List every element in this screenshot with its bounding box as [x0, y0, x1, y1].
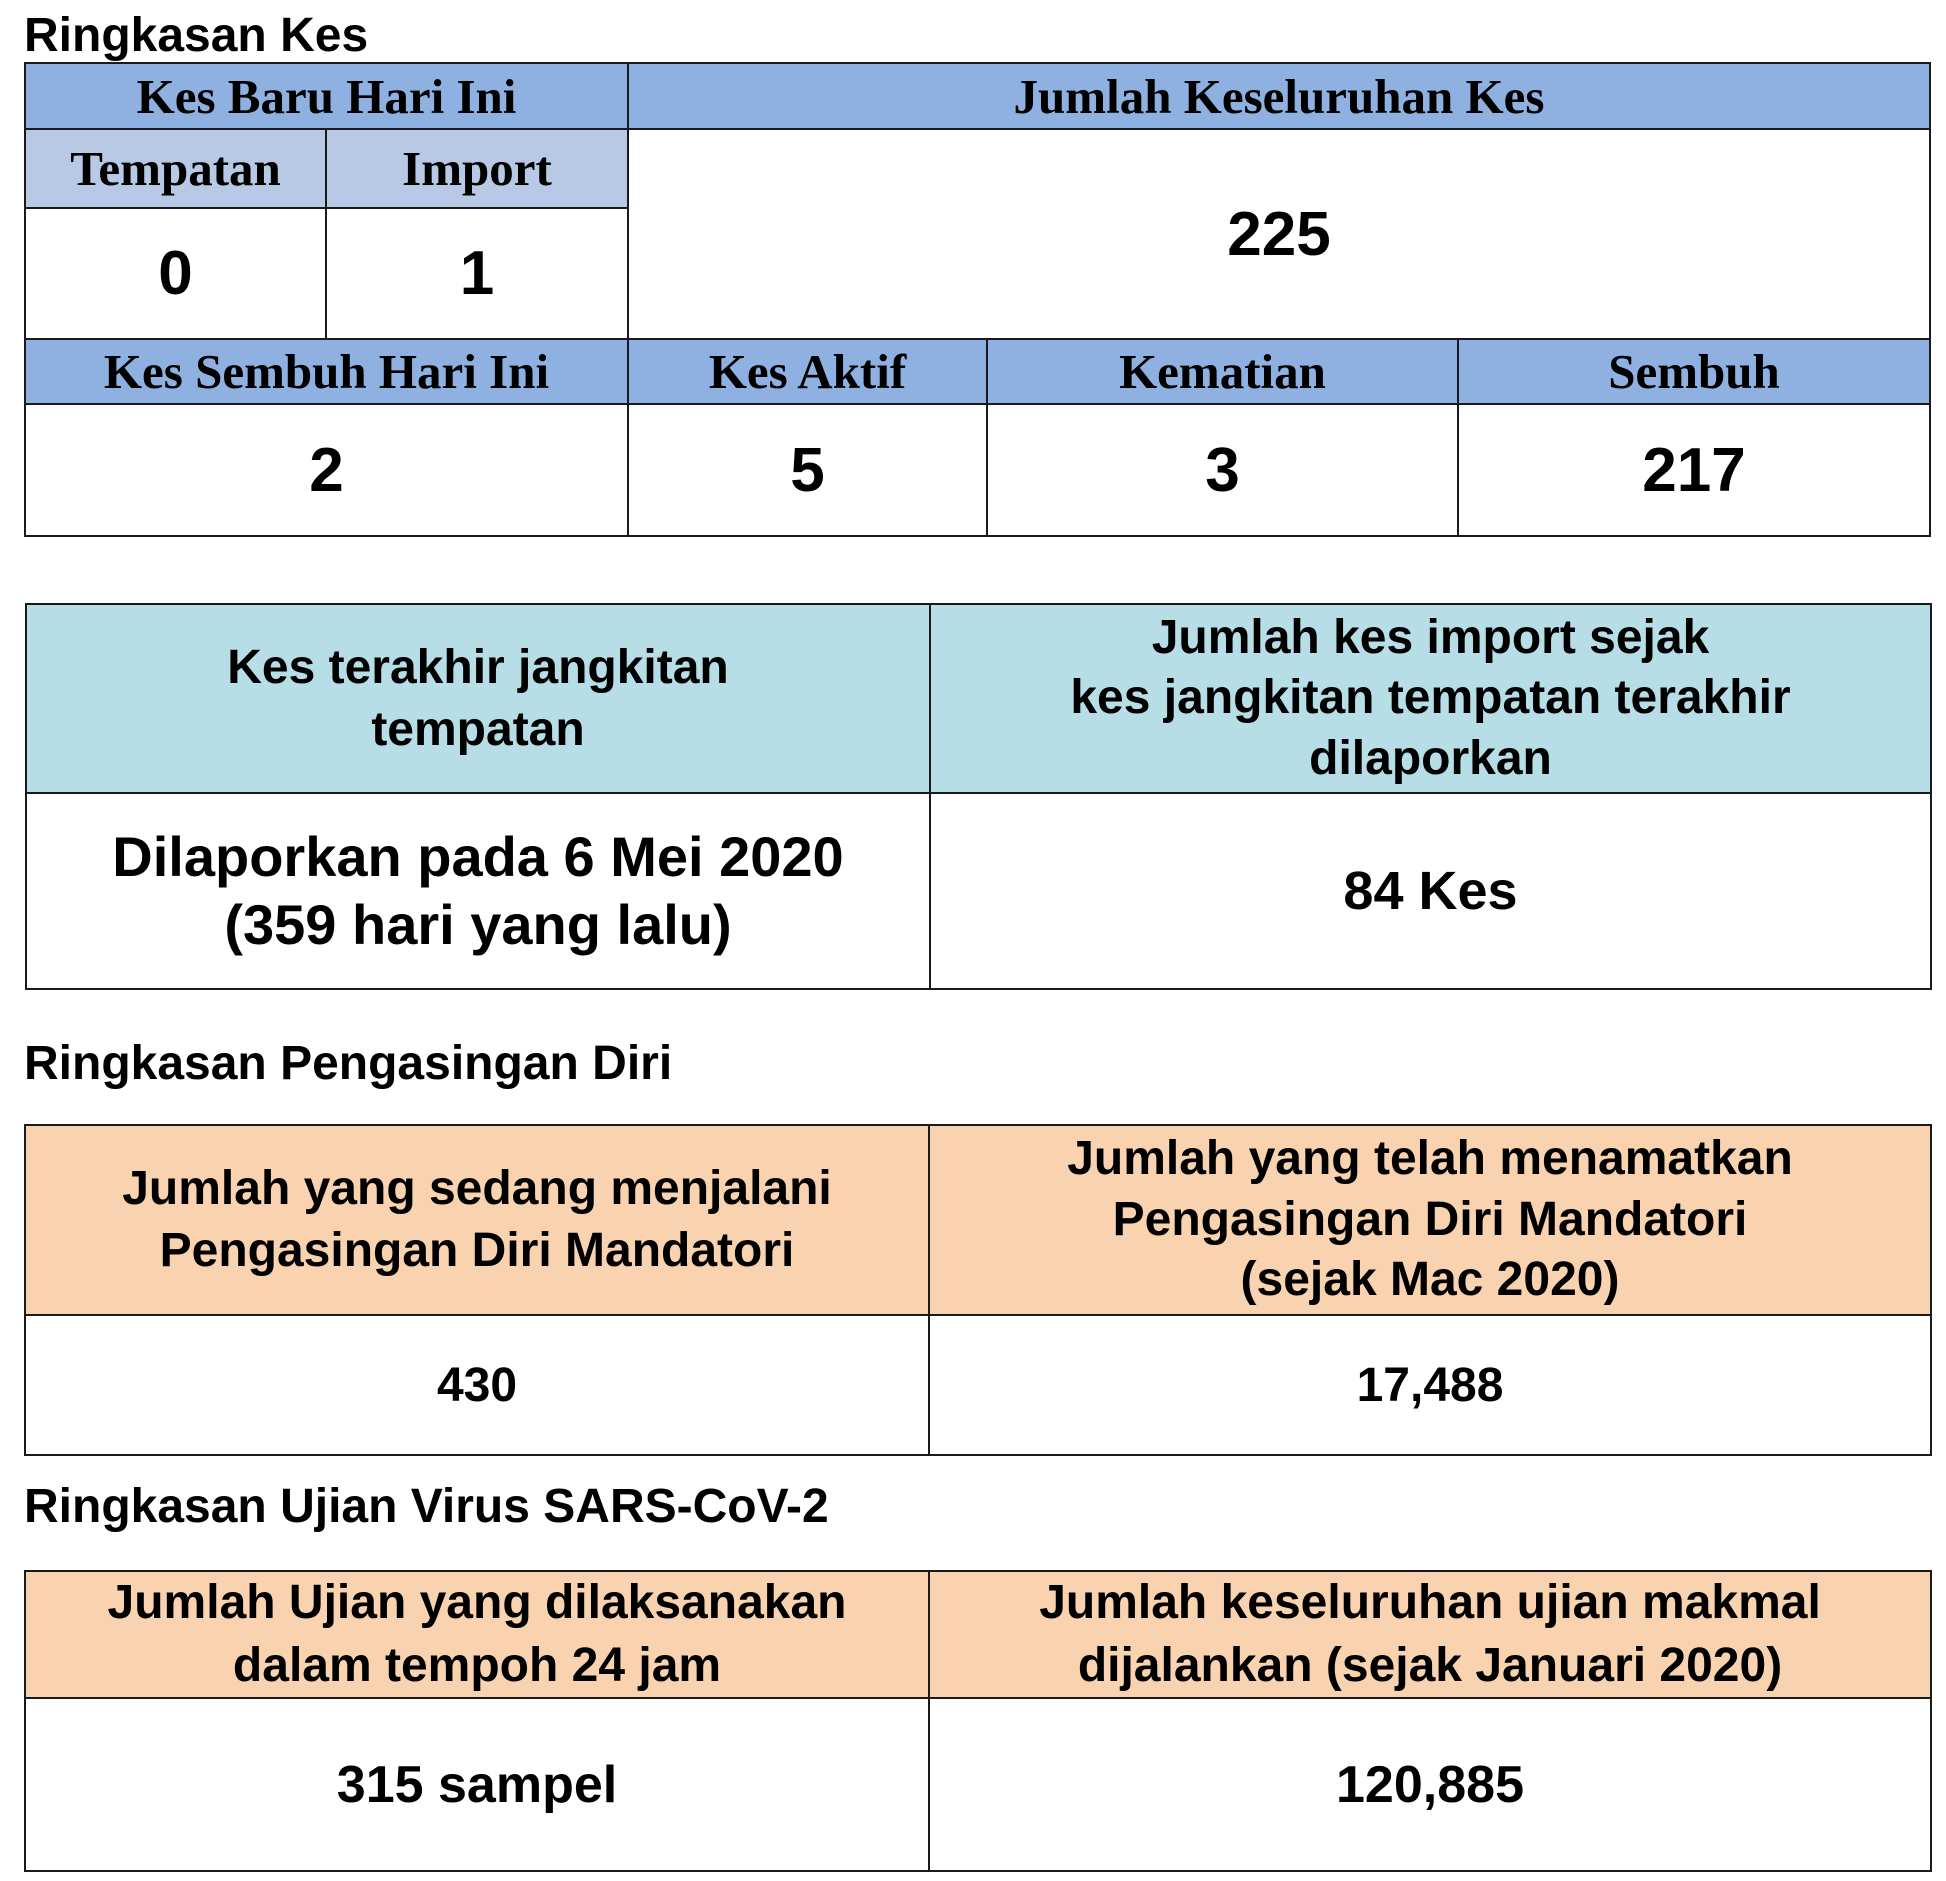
active-cases-header: Kes Aktif: [628, 339, 987, 404]
imports-since-last-local-value: 84 Kes: [930, 793, 1931, 989]
recovered-header: Sembuh: [1458, 339, 1930, 404]
new-cases-today-header: Kes Baru Hari Ini: [25, 63, 628, 129]
completed-isolation-header: [929, 1125, 1931, 1315]
header-line: dijalankan (sejak Januari 2020): [1077, 1638, 1783, 1692]
header-line: kes jangkitan tempatan terakhir: [1070, 671, 1791, 725]
local-cases-value: 0: [25, 208, 326, 339]
last-local-case-table: [25, 603, 1932, 990]
header-line: tempatan: [371, 702, 585, 756]
last-local-case-header: [26, 604, 930, 793]
header-line: dalam tempoh 24 jam: [232, 1638, 722, 1692]
header-line: Jumlah yang telah menamatkan: [1067, 1132, 1793, 1186]
header-line: Jumlah keseluruhan ujian makmal: [1039, 1576, 1821, 1630]
isolation-summary-table: [24, 1124, 1932, 1456]
value-line: (359 hari yang lalu): [224, 893, 732, 956]
deaths-value: 3: [987, 404, 1458, 536]
import-cases-header: Import: [326, 129, 628, 208]
tests-24h-header: [25, 1571, 929, 1698]
deaths-header: Kematian: [987, 339, 1458, 404]
total-cases-value: 225: [628, 129, 1930, 339]
header-line: Pengasingan Diri Mandatori: [1112, 1192, 1748, 1246]
isolation-section-title: Ringkasan Pengasingan Diri: [24, 1037, 673, 1090]
testing-section-title: Ringkasan Ujian Virus SARS-CoV-2: [24, 1480, 829, 1533]
header-line: Jumlah kes import sejak: [1151, 610, 1710, 664]
testing-summary-table: [24, 1570, 1932, 1872]
total-lab-tests-value: 120,885: [929, 1698, 1931, 1871]
completed-isolation-value: 17,488: [929, 1315, 1931, 1455]
header-line: Pengasingan Diri Mandatori: [159, 1224, 795, 1277]
imports-since-last-local-header: [930, 604, 1931, 793]
header-line: Kes terakhir jangkitan: [227, 640, 729, 694]
currently-isolating-value: 430: [25, 1315, 929, 1455]
recovered-today-value: 2: [25, 404, 628, 536]
total-lab-tests-header: [929, 1571, 1931, 1698]
value-line: Dilaporkan pada 6 Mei 2020: [112, 824, 844, 888]
header-line: Jumlah Ujian yang dilaksanakan: [107, 1576, 847, 1630]
recovered-today-header: Kes Sembuh Hari Ini: [25, 339, 628, 404]
local-cases-header: Tempatan: [25, 129, 326, 208]
active-cases-value: 5: [628, 404, 987, 536]
cases-summary-table: [24, 62, 1931, 537]
tests-24h-value: 315 sampel: [25, 1698, 929, 1871]
header-line: dilaporkan: [1309, 731, 1552, 785]
header-line: Jumlah yang sedang menjalani: [122, 1161, 832, 1215]
recovered-value: 217: [1458, 404, 1930, 536]
cases-section-title: Ringkasan Kes: [24, 9, 369, 62]
last-local-case-value: [26, 793, 930, 989]
import-cases-value: 1: [326, 208, 628, 339]
header-line: (sejak Mac 2020): [1240, 1253, 1620, 1307]
currently-isolating-header: [25, 1125, 929, 1315]
total-cases-header: Jumlah Keseluruhan Kes: [628, 63, 1930, 129]
